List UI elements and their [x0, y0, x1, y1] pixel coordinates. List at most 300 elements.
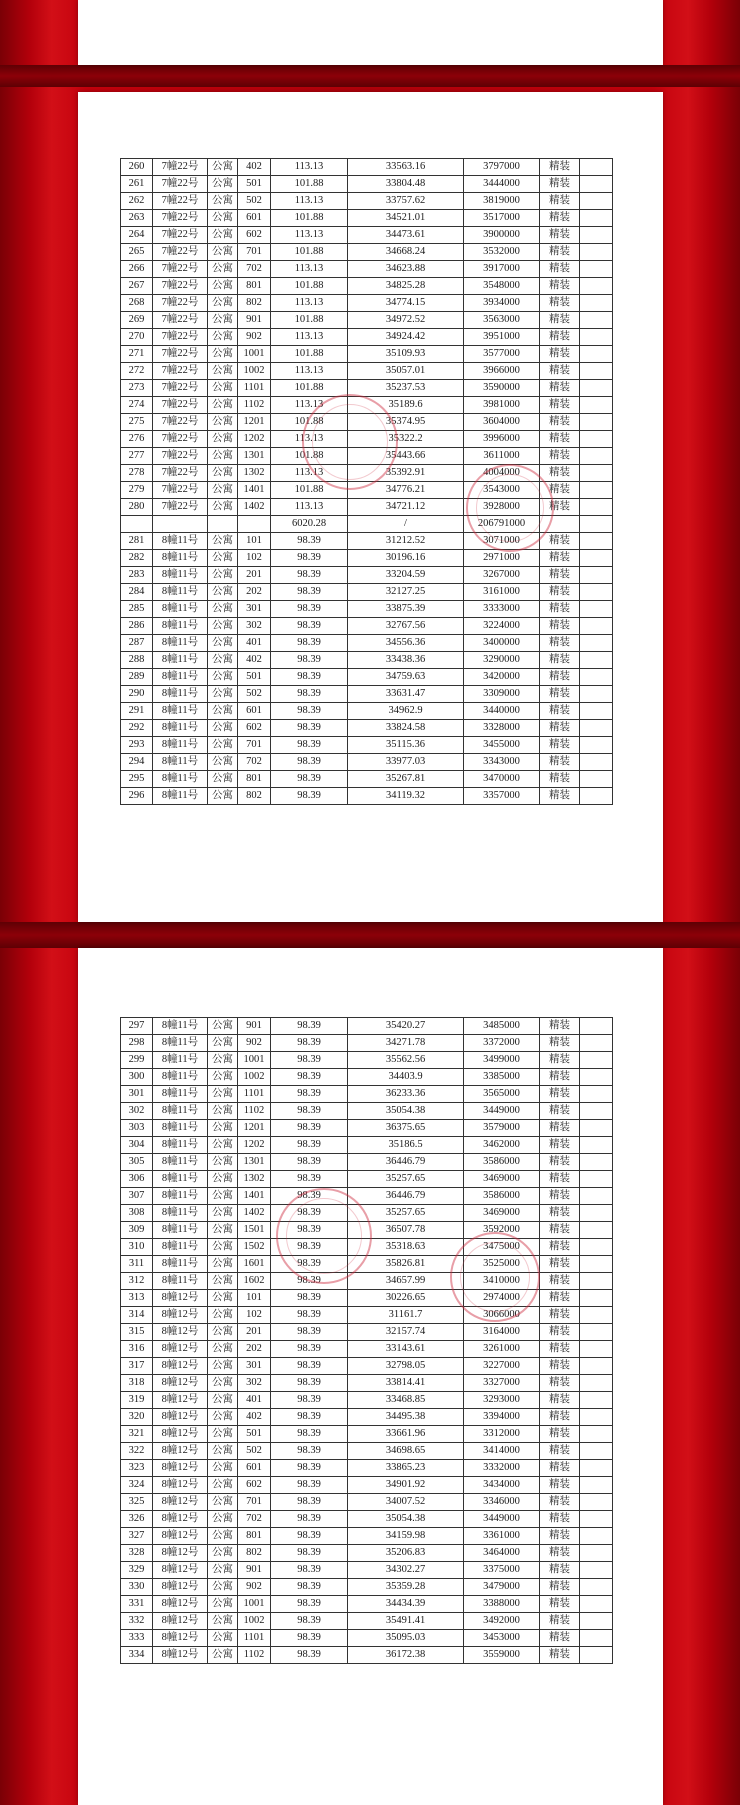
room-number-cell: 501: [238, 176, 271, 193]
building-cell: 7幢22号: [153, 465, 208, 482]
total-price-cell: 3543000: [464, 482, 540, 499]
remark-cell: [580, 465, 613, 482]
unit-price-cell: 34774.15: [348, 295, 464, 312]
row-index-cell: 333: [121, 1630, 153, 1647]
unit-price-cell: 35374.95: [348, 414, 464, 431]
table-row: [121, 1035, 613, 1052]
area-cell: 98.39: [271, 1460, 348, 1477]
area-cell: 98.39: [271, 737, 348, 754]
total-price-cell: 3394000: [464, 1409, 540, 1426]
table-row: [121, 1596, 613, 1613]
finish-cell: 精装: [540, 1324, 580, 1341]
total-price-cell: 3290000: [464, 652, 540, 669]
unit-price-cell: 35392.91: [348, 465, 464, 482]
area-cell: 98.39: [271, 1324, 348, 1341]
table-row: [121, 1392, 613, 1409]
remark-cell: [580, 771, 613, 788]
row-index-cell: 270: [121, 329, 153, 346]
unit-price-cell: 35206.83: [348, 1545, 464, 1562]
building-cell: 8幢12号: [153, 1290, 208, 1307]
unit-price-cell: 33204.59: [348, 567, 464, 584]
table-row: [121, 1205, 613, 1222]
room-number-cell: 601: [238, 210, 271, 227]
room-number-cell: 801: [238, 771, 271, 788]
room-number-cell: 1002: [238, 363, 271, 380]
area-cell: 101.88: [271, 346, 348, 363]
remark-cell: [580, 1477, 613, 1494]
room-number-cell: 102: [238, 1307, 271, 1324]
building-cell: 7幢22号: [153, 499, 208, 516]
remark-cell: [580, 601, 613, 618]
subtotal-empty-cell: [121, 516, 153, 533]
area-cell: 98.39: [271, 1290, 348, 1307]
table-row: [121, 1358, 613, 1375]
building-cell: 8幢11号: [153, 1103, 208, 1120]
area-cell: 98.39: [271, 1256, 348, 1273]
unit-price-cell: 35322.2: [348, 431, 464, 448]
finish-cell: 精装: [540, 1443, 580, 1460]
room-number-cell: 1301: [238, 448, 271, 465]
room-number-cell: 601: [238, 1460, 271, 1477]
row-index-cell: 313: [121, 1290, 153, 1307]
area-cell: 98.39: [271, 567, 348, 584]
remark-cell: [580, 669, 613, 686]
unit-price-cell: 34825.28: [348, 278, 464, 295]
unit-price-cell: 33661.96: [348, 1426, 464, 1443]
unit-type-cell: 公寓: [208, 1256, 238, 1273]
unit-price-cell: 36507.78: [348, 1222, 464, 1239]
remark-cell: [580, 499, 613, 516]
total-price-cell: 3346000: [464, 1494, 540, 1511]
remark-cell: [580, 1545, 613, 1562]
building-cell: 8幢12号: [153, 1443, 208, 1460]
row-index-cell: 293: [121, 737, 153, 754]
unit-price-cell: 34721.12: [348, 499, 464, 516]
remark-cell: [580, 1018, 613, 1035]
finish-cell: 精装: [540, 618, 580, 635]
row-index-cell: 290: [121, 686, 153, 703]
remark-cell: [580, 295, 613, 312]
remark-cell: [580, 346, 613, 363]
table-row: [121, 1647, 613, 1664]
finish-cell: 精装: [540, 1052, 580, 1069]
total-price-cell: 3440000: [464, 703, 540, 720]
row-index-cell: 261: [121, 176, 153, 193]
room-number-cell: 301: [238, 601, 271, 618]
finish-cell: 精装: [540, 1392, 580, 1409]
finish-cell: 精装: [540, 533, 580, 550]
finish-cell: 精装: [540, 448, 580, 465]
room-number-cell: 702: [238, 1511, 271, 1528]
finish-cell: 精装: [540, 1545, 580, 1562]
finish-cell: 精装: [540, 1562, 580, 1579]
building-cell: 8幢11号: [153, 1069, 208, 1086]
room-number-cell: 702: [238, 754, 271, 771]
area-cell: 101.88: [271, 278, 348, 295]
building-cell: 8幢11号: [153, 1273, 208, 1290]
building-cell: 8幢11号: [153, 754, 208, 771]
unit-price-cell: 35109.93: [348, 346, 464, 363]
unit-type-cell: 公寓: [208, 1120, 238, 1137]
total-price-cell: 3462000: [464, 1137, 540, 1154]
area-cell: 98.39: [271, 1562, 348, 1579]
area-cell: 98.39: [271, 1086, 348, 1103]
table-row: [121, 618, 613, 635]
area-cell: 113.13: [271, 465, 348, 482]
room-number-cell: 902: [238, 329, 271, 346]
room-number-cell: 502: [238, 686, 271, 703]
finish-cell: 精装: [540, 584, 580, 601]
total-price-cell: 3161000: [464, 584, 540, 601]
row-index-cell: 334: [121, 1647, 153, 1664]
table-row: [121, 1545, 613, 1562]
row-index-cell: 317: [121, 1358, 153, 1375]
unit-type-cell: 公寓: [208, 1494, 238, 1511]
remark-cell: [580, 1256, 613, 1273]
room-number-cell: 901: [238, 312, 271, 329]
table-row: [121, 652, 613, 669]
remark-cell: [580, 363, 613, 380]
room-number-cell: 401: [238, 635, 271, 652]
total-price-cell: 3479000: [464, 1579, 540, 1596]
table-row: [121, 1511, 613, 1528]
total-price-cell: 3592000: [464, 1222, 540, 1239]
area-cell: 101.88: [271, 448, 348, 465]
row-index-cell: 325: [121, 1494, 153, 1511]
unit-price-cell: 36446.79: [348, 1154, 464, 1171]
unit-type-cell: 公寓: [208, 414, 238, 431]
row-index-cell: 267: [121, 278, 153, 295]
table-row: [121, 1256, 613, 1273]
finish-cell: 精装: [540, 1596, 580, 1613]
unit-type-cell: 公寓: [208, 1443, 238, 1460]
table-row: [121, 567, 613, 584]
unit-type-cell: 公寓: [208, 1324, 238, 1341]
remark-cell: [580, 1307, 613, 1324]
room-number-cell: 1102: [238, 397, 271, 414]
table-row: [121, 1188, 613, 1205]
building-cell: 8幢11号: [153, 720, 208, 737]
unit-type-cell: 公寓: [208, 1630, 238, 1647]
row-index-cell: 301: [121, 1086, 153, 1103]
table-row: [121, 1426, 613, 1443]
area-cell: 113.13: [271, 193, 348, 210]
building-cell: 8幢11号: [153, 652, 208, 669]
total-price-cell: 3917000: [464, 261, 540, 278]
row-index-cell: 294: [121, 754, 153, 771]
unit-price-cell: 33804.48: [348, 176, 464, 193]
table-row: [121, 1290, 613, 1307]
total-price-cell: 3604000: [464, 414, 540, 431]
table-row: [121, 159, 613, 176]
area-cell: 113.13: [271, 227, 348, 244]
document-page-2: [78, 948, 663, 1805]
total-price-cell: 3267000: [464, 567, 540, 584]
building-cell: 8幢11号: [153, 1086, 208, 1103]
row-index-cell: 264: [121, 227, 153, 244]
building-cell: 8幢11号: [153, 1256, 208, 1273]
building-cell: 8幢11号: [153, 788, 208, 805]
room-number-cell: 801: [238, 1528, 271, 1545]
finish-cell: 精装: [540, 1205, 580, 1222]
finish-cell: 精装: [540, 1630, 580, 1647]
unit-price-cell: 35186.5: [348, 1137, 464, 1154]
unit-type-cell: 公寓: [208, 1086, 238, 1103]
row-index-cell: 262: [121, 193, 153, 210]
total-price-cell: 3469000: [464, 1171, 540, 1188]
remark-cell: [580, 754, 613, 771]
total-price-cell: 3469000: [464, 1205, 540, 1222]
finish-cell: 精装: [540, 363, 580, 380]
total-price-cell: 3343000: [464, 754, 540, 771]
remark-cell: [580, 482, 613, 499]
row-index-cell: 274: [121, 397, 153, 414]
area-cell: 98.39: [271, 1511, 348, 1528]
unit-type-cell: 公寓: [208, 737, 238, 754]
row-index-cell: 291: [121, 703, 153, 720]
finish-cell: 精装: [540, 1086, 580, 1103]
unit-price-cell: 33977.03: [348, 754, 464, 771]
remark-cell: [580, 278, 613, 295]
unit-type-cell: 公寓: [208, 1511, 238, 1528]
total-price-cell: 3420000: [464, 669, 540, 686]
remark-cell: [580, 567, 613, 584]
area-cell: 98.39: [271, 1375, 348, 1392]
area-cell: 98.39: [271, 1647, 348, 1664]
unit-type-cell: 公寓: [208, 261, 238, 278]
room-number-cell: 202: [238, 1341, 271, 1358]
remark-cell: [580, 1511, 613, 1528]
remark-cell: [580, 686, 613, 703]
unit-price-cell: 34972.52: [348, 312, 464, 329]
remark-cell: [580, 1528, 613, 1545]
building-cell: 8幢12号: [153, 1596, 208, 1613]
building-cell: 8幢11号: [153, 669, 208, 686]
room-number-cell: 902: [238, 1579, 271, 1596]
building-cell: 8幢11号: [153, 1137, 208, 1154]
row-index-cell: 305: [121, 1154, 153, 1171]
unit-price-cell: 35115.36: [348, 737, 464, 754]
document-page-1: [78, 92, 663, 922]
table-row: [121, 1375, 613, 1392]
unit-price-cell: 34007.52: [348, 1494, 464, 1511]
room-number-cell: 102: [238, 550, 271, 567]
area-cell: 98.39: [271, 788, 348, 805]
room-number-cell: 1102: [238, 1647, 271, 1664]
row-index-cell: 306: [121, 1171, 153, 1188]
building-cell: 8幢11号: [153, 1205, 208, 1222]
table-row: [121, 414, 613, 431]
unit-type-cell: 公寓: [208, 1341, 238, 1358]
finish-cell: 精装: [540, 1579, 580, 1596]
remark-cell: [580, 1579, 613, 1596]
total-price-cell: 3453000: [464, 1630, 540, 1647]
unit-price-cell: 34668.24: [348, 244, 464, 261]
total-price-cell: 3434000: [464, 1477, 540, 1494]
remark-cell: [580, 1630, 613, 1647]
unit-price-cell: 35267.81: [348, 771, 464, 788]
area-cell: 98.39: [271, 1358, 348, 1375]
row-index-cell: 283: [121, 567, 153, 584]
unit-price-cell: 33563.16: [348, 159, 464, 176]
finish-cell: 精装: [540, 771, 580, 788]
building-cell: 7幢22号: [153, 176, 208, 193]
table-row: [121, 1120, 613, 1137]
finish-cell: 精装: [540, 550, 580, 567]
red-band-top: [0, 65, 740, 87]
unit-type-cell: 公寓: [208, 312, 238, 329]
finish-cell: 精装: [540, 312, 580, 329]
table-row: [121, 261, 613, 278]
remark-cell: [580, 448, 613, 465]
area-cell: 98.39: [271, 1443, 348, 1460]
total-price-cell: 3517000: [464, 210, 540, 227]
room-number-cell: 901: [238, 1562, 271, 1579]
total-price-cell: 3414000: [464, 1443, 540, 1460]
total-price-cell: 2974000: [464, 1290, 540, 1307]
row-index-cell: 319: [121, 1392, 153, 1409]
area-cell: 98.39: [271, 1426, 348, 1443]
room-number-cell: 501: [238, 669, 271, 686]
unit-type-cell: 公寓: [208, 1562, 238, 1579]
unit-type-cell: 公寓: [208, 1460, 238, 1477]
unit-type-cell: 公寓: [208, 601, 238, 618]
building-cell: 8幢12号: [153, 1307, 208, 1324]
room-number-cell: 302: [238, 618, 271, 635]
total-price-cell: 3532000: [464, 244, 540, 261]
remark-cell: [580, 431, 613, 448]
table-row: [121, 448, 613, 465]
room-number-cell: 1202: [238, 431, 271, 448]
room-number-cell: 402: [238, 1409, 271, 1426]
price-table-page-2: [120, 1017, 613, 1664]
row-index-cell: 323: [121, 1460, 153, 1477]
red-band-middle: [0, 922, 740, 948]
table-row: [121, 244, 613, 261]
room-number-cell: 1301: [238, 1154, 271, 1171]
unit-price-cell: 34698.65: [348, 1443, 464, 1460]
remark-cell: [580, 1086, 613, 1103]
remark-cell: [580, 618, 613, 635]
room-number-cell: 902: [238, 1035, 271, 1052]
finish-cell: 精装: [540, 1154, 580, 1171]
area-cell: 98.39: [271, 754, 348, 771]
unit-type-cell: 公寓: [208, 227, 238, 244]
unit-type-cell: 公寓: [208, 278, 238, 295]
finish-cell: 精装: [540, 1188, 580, 1205]
total-price-cell: 3400000: [464, 635, 540, 652]
building-cell: 7幢22号: [153, 193, 208, 210]
row-index-cell: 302: [121, 1103, 153, 1120]
finish-cell: 精装: [540, 346, 580, 363]
subtotal-area-cell: 6020.28: [271, 516, 348, 533]
table-row: [121, 431, 613, 448]
table-row: [121, 1103, 613, 1120]
remark-cell: [580, 176, 613, 193]
building-cell: 7幢22号: [153, 431, 208, 448]
total-price-cell: 3449000: [464, 1511, 540, 1528]
unit-price-cell: 34901.92: [348, 1477, 464, 1494]
area-cell: 98.39: [271, 771, 348, 788]
building-cell: 8幢11号: [153, 567, 208, 584]
row-index-cell: 265: [121, 244, 153, 261]
area-cell: 98.39: [271, 533, 348, 550]
remark-cell: [580, 788, 613, 805]
building-cell: 7幢22号: [153, 414, 208, 431]
area-cell: 98.39: [271, 652, 348, 669]
building-cell: 7幢22号: [153, 261, 208, 278]
total-price-cell: 3332000: [464, 1460, 540, 1477]
building-cell: 7幢22号: [153, 244, 208, 261]
room-number-cell: 1101: [238, 1086, 271, 1103]
unit-type-cell: 公寓: [208, 159, 238, 176]
area-cell: 98.39: [271, 1494, 348, 1511]
subtotal-total-cell: 206791000: [464, 516, 540, 533]
room-number-cell: 1502: [238, 1239, 271, 1256]
unit-price-cell: 34759.63: [348, 669, 464, 686]
unit-type-cell: 公寓: [208, 431, 238, 448]
building-cell: 7幢22号: [153, 448, 208, 465]
unit-type-cell: 公寓: [208, 1171, 238, 1188]
row-index-cell: 332: [121, 1613, 153, 1630]
finish-cell: 精装: [540, 737, 580, 754]
total-price-cell: 3797000: [464, 159, 540, 176]
unit-type-cell: 公寓: [208, 1358, 238, 1375]
building-cell: 8幢12号: [153, 1528, 208, 1545]
unit-price-cell: 35054.38: [348, 1103, 464, 1120]
total-price-cell: 3464000: [464, 1545, 540, 1562]
building-cell: 8幢12号: [153, 1477, 208, 1494]
finish-cell: 精装: [540, 1477, 580, 1494]
total-price-cell: 3475000: [464, 1239, 540, 1256]
row-index-cell: 298: [121, 1035, 153, 1052]
unit-price-cell: 32157.74: [348, 1324, 464, 1341]
area-cell: 101.88: [271, 176, 348, 193]
unit-price-cell: 33468.85: [348, 1392, 464, 1409]
room-number-cell: 1001: [238, 1596, 271, 1613]
finish-cell: 精装: [540, 1171, 580, 1188]
area-cell: 98.39: [271, 1035, 348, 1052]
row-index-cell: 320: [121, 1409, 153, 1426]
total-price-cell: 3611000: [464, 448, 540, 465]
unit-price-cell: 33143.61: [348, 1341, 464, 1358]
remark-cell: [580, 244, 613, 261]
area-cell: 101.88: [271, 414, 348, 431]
building-cell: 8幢11号: [153, 635, 208, 652]
area-cell: 113.13: [271, 397, 348, 414]
total-price-cell: 3327000: [464, 1375, 540, 1392]
row-index-cell: 260: [121, 159, 153, 176]
building-cell: 8幢11号: [153, 601, 208, 618]
unit-price-cell: 34159.98: [348, 1528, 464, 1545]
finish-cell: 精装: [540, 1222, 580, 1239]
building-cell: 7幢22号: [153, 363, 208, 380]
area-cell: 98.39: [271, 1613, 348, 1630]
unit-type-cell: 公寓: [208, 482, 238, 499]
room-number-cell: 202: [238, 584, 271, 601]
unit-type-cell: 公寓: [208, 1409, 238, 1426]
remark-cell: [580, 1239, 613, 1256]
finish-cell: 精装: [540, 1307, 580, 1324]
table-row: [121, 346, 613, 363]
row-index-cell: 330: [121, 1579, 153, 1596]
area-cell: 98.39: [271, 1103, 348, 1120]
finish-cell: 精装: [540, 414, 580, 431]
total-price-cell: 3309000: [464, 686, 540, 703]
unit-type-cell: 公寓: [208, 1103, 238, 1120]
row-index-cell: 289: [121, 669, 153, 686]
total-price-cell: 3385000: [464, 1069, 540, 1086]
